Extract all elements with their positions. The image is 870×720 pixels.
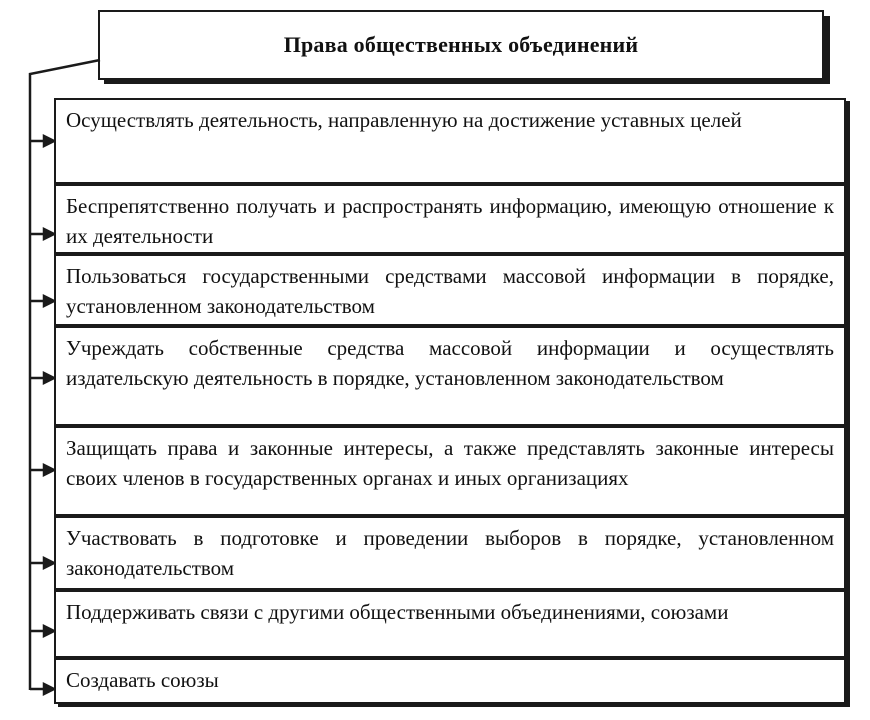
right-item-text: Поддерживать связи с другими общественными объединениями, союзами	[66, 600, 729, 624]
right-item-text: Защищать права и законные интересы, а также представлять законные интересы своих членов в государственных органах и иных организациях	[66, 436, 834, 490]
right-item-text: Беспрепятственно получать и распространять информацию, имеющую отношение к их деятельности	[66, 194, 834, 248]
right-item-text: Участвовать в подготовке и проведении выборов в порядке, установленном законодательством	[66, 526, 834, 580]
arrow-icon	[44, 558, 54, 568]
right-item-1	[54, 98, 846, 184]
right-item-text: Пользоваться государственными средствами массовой информации в порядке, установленном законодательством	[66, 264, 834, 318]
arrow-icon	[44, 229, 54, 239]
right-item-text: Создавать союзы	[66, 668, 219, 692]
arrow-icon	[44, 136, 54, 146]
right-item-8	[54, 658, 846, 704]
right-item-text: Осуществлять деятельность, направленную на достижение уставных целей	[66, 108, 742, 132]
arrow-icon	[44, 465, 54, 475]
right-item-7	[54, 590, 846, 658]
arrow-icon	[44, 626, 54, 636]
right-item-2	[54, 184, 846, 254]
right-item-4	[54, 326, 846, 426]
arrow-icon	[44, 296, 54, 306]
diagram-title-text: Права общественных объединений	[283, 32, 639, 57]
right-item-5	[54, 426, 846, 516]
right-item-3	[54, 254, 846, 326]
right-item-6	[54, 516, 846, 590]
arrow-icon	[44, 373, 54, 383]
right-item-text: Учреждать собственные средства массовой информации и осуществлять издательскую деятельность в порядке, установленном законодательством	[66, 336, 834, 390]
arrow-icon	[44, 684, 54, 694]
